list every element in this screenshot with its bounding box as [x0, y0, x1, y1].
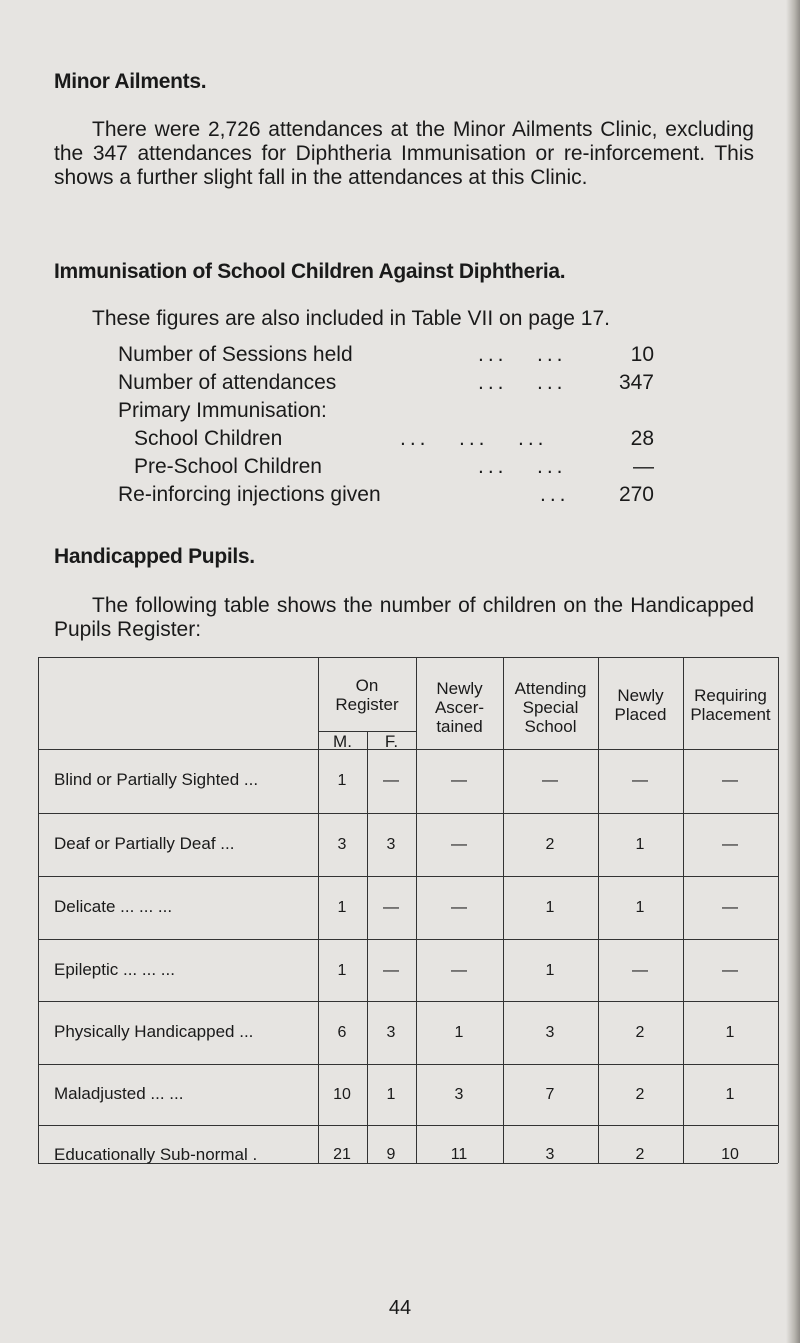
table-cell: 1 — [725, 1086, 735, 1103]
col-rule — [778, 657, 779, 1163]
imm-row-label: Re-inforcing injections given — [118, 483, 381, 506]
table-cell: — — [722, 836, 738, 853]
page-edge — [786, 0, 800, 1343]
row-label: Educationally Sub-normal . — [54, 1145, 258, 1164]
table-cell: 11 — [450, 1146, 468, 1163]
table-cell: — — [722, 772, 738, 789]
imm-row-label: Number of attendances — [118, 371, 337, 394]
table-top-rule — [38, 657, 778, 658]
table-cell: — — [383, 772, 399, 789]
table-cell: 3 — [454, 1086, 464, 1103]
table-cell: 2 — [635, 1086, 645, 1103]
table-cell: 1 — [635, 836, 645, 853]
table-cell: — — [451, 836, 467, 853]
minor-ailments-heading: Minor Ailments. — [54, 70, 207, 93]
header-attending: School — [524, 717, 577, 736]
table-cell: — — [542, 772, 558, 789]
imm-row-value: 270 — [618, 483, 654, 506]
table-cell: 1 — [725, 1024, 735, 1041]
row-label: Blind or Partially Sighted ... — [54, 770, 259, 789]
row-rule — [38, 813, 778, 814]
row-rule — [38, 1064, 778, 1065]
leader-dots: ... — [540, 483, 570, 506]
table-cell: 10 — [333, 1086, 351, 1103]
header-female: F. — [384, 732, 399, 751]
header-attending: Attending — [514, 679, 587, 698]
table-cell: — — [383, 962, 399, 979]
col-rule — [683, 657, 684, 1163]
row-rule — [38, 939, 778, 940]
table-cell: 3 — [545, 1024, 555, 1041]
row-label: Epileptic ... ... ... — [54, 960, 175, 979]
col-rule — [38, 657, 39, 1163]
header-male: M. — [333, 732, 352, 751]
handicapped-paragraph: The following table shows the number of children on the Handicapped Pupils Register: — [54, 594, 754, 641]
table-cell: 10 — [721, 1146, 739, 1163]
row-rule — [38, 1125, 778, 1126]
table-cell: 1 — [337, 962, 347, 979]
header-newly-ascertained: tained — [436, 717, 483, 736]
table-cell: 1 — [635, 899, 645, 916]
imm-row-value: 10 — [630, 343, 654, 366]
minor-ailments-paragraph: There were 2,726 attendances at the Minor Ailments Clinic, excluding the 347 attendances for Diphtheria Immunisation or re-inforcement. This shows a further slight fall in the attendances at this Clinic. — [54, 118, 754, 189]
row-label: Physically Handicapped ... — [54, 1022, 254, 1041]
table-cell: 9 — [386, 1146, 396, 1163]
table-cell: 6 — [337, 1024, 347, 1041]
header-newly-placed: Placed — [614, 705, 667, 724]
leader-dots: ... ... ... — [400, 427, 548, 450]
table-cell: — — [722, 962, 738, 979]
table-cell: 2 — [545, 836, 555, 853]
row-rule — [38, 876, 778, 877]
immunisation-heading: Immunisation of School Children Against Diphtheria. — [54, 260, 566, 283]
table-cell: 3 — [545, 1146, 555, 1163]
leader-dots: ... ... — [478, 343, 567, 366]
leader-dots: ... ... — [478, 371, 567, 394]
table-cell: 1 — [454, 1024, 464, 1041]
row-label: Delicate ... ... ... — [54, 897, 173, 916]
imm-row-label: Number of Sessions held — [118, 343, 353, 366]
table-cell: — — [451, 772, 467, 789]
table-cell: 2 — [635, 1146, 645, 1163]
leader-dots: ... ... — [478, 455, 567, 478]
handicapped-heading: Handicapped Pupils. — [54, 545, 255, 568]
imm-row-value: 347 — [618, 371, 654, 394]
imm-row-value: — — [633, 455, 654, 478]
imm-row-label: Pre-School Children — [134, 455, 322, 478]
table-cell: 1 — [337, 899, 347, 916]
header-newly-ascertained: Ascer- — [434, 698, 485, 717]
header-register: Register — [335, 695, 399, 714]
table-cell: 3 — [337, 836, 347, 853]
header-newly-placed: Newly — [617, 686, 664, 705]
table-cell: 1 — [386, 1086, 396, 1103]
imm-row-label: Primary Immunisation: — [118, 399, 327, 422]
page-number: 44 — [388, 1297, 412, 1319]
table-cell: 3 — [386, 836, 396, 853]
header-requiring-placement: Placement — [690, 705, 771, 724]
table-cell: — — [632, 962, 648, 979]
table-cell: 3 — [386, 1024, 396, 1041]
row-rule — [38, 1001, 778, 1002]
table-cell: 7 — [545, 1086, 555, 1103]
table-cell: 1 — [545, 962, 555, 979]
row-label: Maladjusted ... ... — [54, 1084, 184, 1103]
header-on: On — [355, 676, 379, 695]
imm-row-label: School Children — [134, 427, 283, 450]
table-cell: 21 — [333, 1146, 351, 1163]
imm-row-value: 28 — [630, 427, 654, 450]
table-cell: 1 — [545, 899, 555, 916]
table-cell: 1 — [337, 772, 347, 789]
col-rule — [598, 657, 599, 1163]
table-cell: 2 — [635, 1024, 645, 1041]
table-cell: — — [722, 899, 738, 916]
table-cell: — — [451, 899, 467, 916]
table-cell: — — [383, 899, 399, 916]
table-cell: — — [451, 962, 467, 979]
header-attending: Special — [522, 698, 579, 717]
col-rule — [367, 731, 368, 1163]
row-label: Deaf or Partially Deaf ... — [54, 834, 235, 853]
immunisation-intro: These figures are also included in Table VII on page 17. — [92, 307, 610, 330]
table-cell: — — [632, 772, 648, 789]
header-requiring-placement: Requiring — [694, 686, 767, 705]
header-newly-ascertained: Newly — [436, 679, 483, 698]
